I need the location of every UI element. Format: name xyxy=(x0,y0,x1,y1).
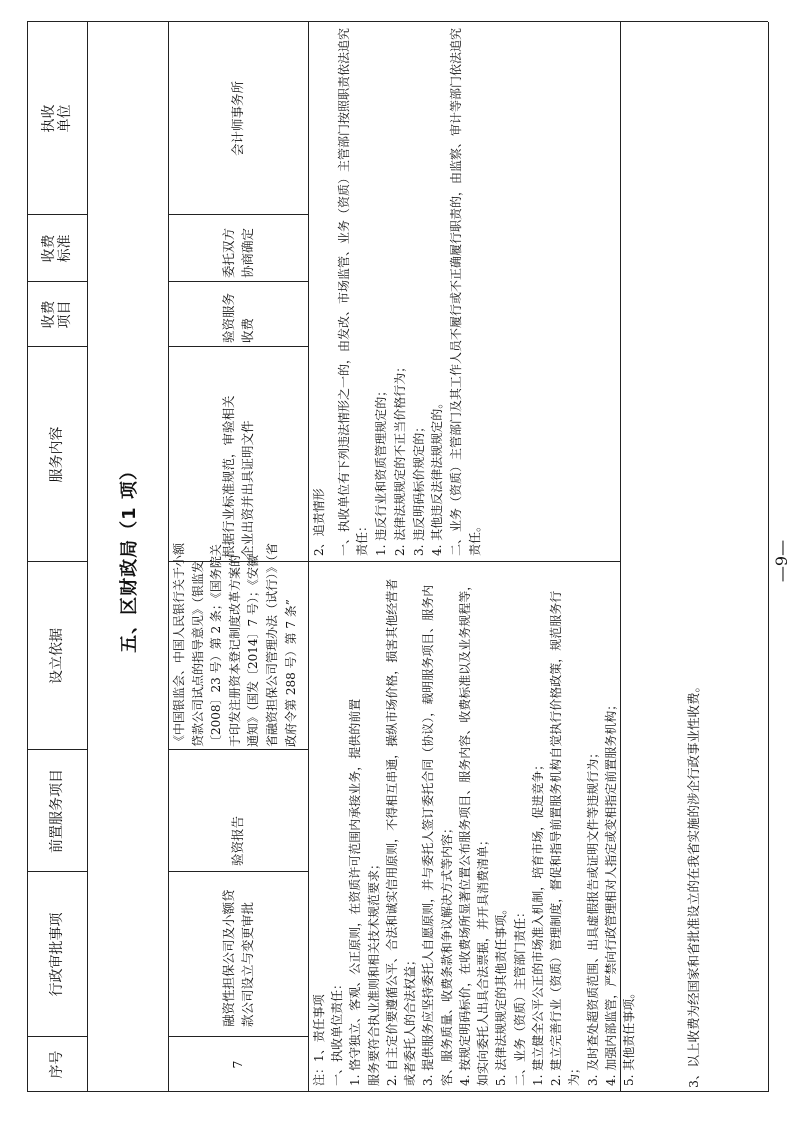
row-pre-service-value: 验资报告 xyxy=(230,815,246,866)
note1-title: 注：1、责任事项 xyxy=(312,994,326,1086)
basis-line: 政府令第 288 号）第 7 条” xyxy=(283,599,298,747)
header-fee-item-label: 收费 项目 xyxy=(40,300,73,329)
basis-line: 贷款公司试点的指导意见》（银监发 xyxy=(190,560,205,747)
note-fee-scope xyxy=(620,26,768,1088)
note1-line: 2. 自主定价要遵循公平、合法和诚实信用原则，不得相互串通，操纵市场价格，损害其他经营者或者委托人的合法权益； xyxy=(384,578,418,1086)
row-content xyxy=(168,347,308,562)
note1-line: 二、业务（资质）主管部门责任： xyxy=(512,905,527,1086)
basis-line: 于印发注册资本登记制度改革方案的 xyxy=(227,554,242,747)
header-seq xyxy=(27,1037,87,1092)
header-fee-unit xyxy=(27,22,87,215)
note1-line: 1. 建立健全公平公正的市场准入机制，培育市场，促进竞争； xyxy=(530,758,545,1086)
row-pre-service xyxy=(168,750,308,872)
row-fee-unit xyxy=(168,22,308,215)
row-seq-value: 7 xyxy=(230,1060,246,1069)
note2-line: 4. 其他违反法律法规规定的。 xyxy=(430,396,445,556)
note1-line: 5. 其他责任事项。 xyxy=(621,986,636,1086)
note1-line: 4. 按规定明码标价，在收费场所显著位置公布服务项目、服务内容、收费标准以及业务规程等，如实向委托人出具合法票据，并开具消费清单； xyxy=(457,578,491,1086)
page-number xyxy=(770,400,792,722)
row-fee-unit-value: 会计师事务所 xyxy=(230,81,246,157)
basis-line: 〔2008〕23 号）第 2 条；《国务院关 xyxy=(209,544,224,747)
row-approval-item xyxy=(168,872,308,1037)
note1-line: 1. 恪守独立、客观、公正原则，在资质许可范围内承接业务，提供的前置 xyxy=(348,698,363,1086)
header-approval-item-label: 行政审批事项 xyxy=(48,912,65,997)
note2-line: 一、执收单位有下列违法情形之一的，由发改、市场监管、业务（资质）主管部门按照职责依法追究责任： xyxy=(336,27,370,556)
header-pre-service-label: 前置服务项目 xyxy=(48,769,65,853)
row-fee-item xyxy=(168,282,308,347)
note-responsibilities xyxy=(310,564,636,1090)
row-fee-item-value: 验资服务收费 xyxy=(220,292,255,343)
row-seq xyxy=(168,1037,308,1092)
basis-line: 《中国银监会、中国人民银行关于小额 xyxy=(172,542,186,747)
header-seq-label: 序号 xyxy=(48,1050,65,1079)
header-pre-service xyxy=(27,750,87,872)
header-fee-std-label: 收费 标准 xyxy=(40,234,73,263)
header-approval-item xyxy=(27,872,87,1037)
content-line: 企业出资并出具证明文件 xyxy=(240,420,255,558)
content-line: 根据行业标准规范，审验相关 xyxy=(220,395,236,558)
note-accountability xyxy=(310,24,618,560)
table-border-bottom xyxy=(768,22,769,1092)
note2-title: 2、追责情形 xyxy=(312,488,326,556)
page-number-text: —9— xyxy=(771,539,791,583)
row-basis xyxy=(170,542,306,750)
section-title-text: 五、区财政局（1 项） xyxy=(118,461,140,653)
header-fee-unit-label: 执收 单位 xyxy=(40,104,73,133)
header-content xyxy=(27,347,87,562)
row-approval-item-value: 融资性担保公司及小额贷款公司设立与变更审批 xyxy=(220,889,255,1027)
header-content-label: 服务内容 xyxy=(48,426,65,483)
note1-line: 服务要符合执业准则和相关技术规范要求； xyxy=(366,857,381,1086)
basis-line: 省融资担保公司管理办法（试行）》（省 xyxy=(264,542,279,747)
row-fee-std-value: 委托双方协商确定 xyxy=(220,227,255,278)
header-fee-std xyxy=(27,215,87,282)
note2-line: 3. 违反明码标价规定的； xyxy=(411,420,426,556)
header-fee-item xyxy=(27,282,87,347)
section-title xyxy=(87,22,168,1092)
note1-line: 3. 及时查处超资质范围、出具虚假报告或证明文件等违规行为； xyxy=(585,746,600,1086)
note2-line: 1. 违反行业和资质管理规定的； xyxy=(374,384,389,556)
header-basis-label: 设立依据 xyxy=(48,628,65,684)
note1-line: 一、执收单位责任： xyxy=(330,977,345,1086)
basis-line: 通知》（国发〔2014〕7 号）；《安徽 xyxy=(246,555,261,747)
row-separator xyxy=(308,22,309,1092)
note2-line: 二、业务（资质）主管部门及其工作人员不履行或不正确履行职责的，由监察、审计等部门依法追究责任。 xyxy=(449,27,482,556)
note3-text: 3、以上收费为经国家和省批准设立的在我省实施的涉企行政事业性收费。 xyxy=(686,680,702,1088)
header-basis xyxy=(27,562,87,750)
note1-line: 3. 提供服务应坚持委托人自愿原则，并与委托人签订委托合同（协议），载明服务项目、服务内容、服务质量、收费条款和争议解决方式等内容； xyxy=(421,584,454,1086)
note1-line: 5. 法律法规规定的其他责任事项。 xyxy=(494,902,509,1086)
note2-line: 2. 法律法规规定的不正当价格行为； xyxy=(392,360,407,556)
note1-line: 4. 加强内部监管，严禁向行政管理相对人指定或变相指定前置服务机构； xyxy=(603,698,618,1086)
note1-line: 2. 建立完善行业（资质）管理制度，督促和指导前置服务机构自觉执行价格政策，规范服务行为； xyxy=(549,590,582,1086)
row-fee-std xyxy=(168,215,308,282)
